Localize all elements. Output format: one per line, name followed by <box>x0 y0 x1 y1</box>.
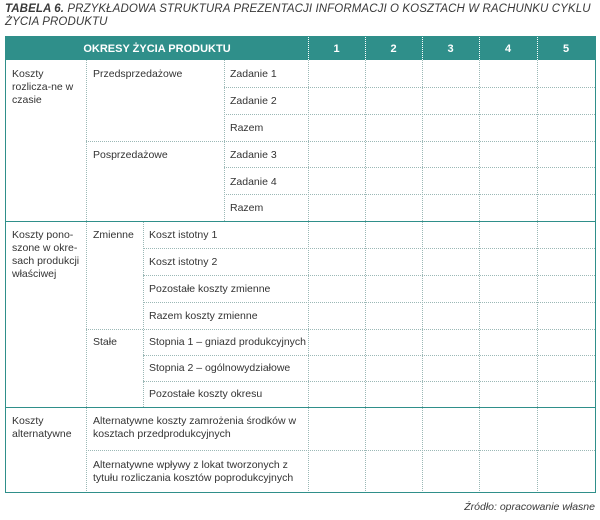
group-divider <box>6 407 596 408</box>
item-label: Stopnia 2 – ogólnowydziałowe <box>149 362 291 374</box>
header-period-1: 1 <box>308 37 365 60</box>
row-divider <box>224 194 596 195</box>
item-label: Alternatywne wpływy z lokat tworzonych z tytułu rozliczania kosztów poprodukcyjnych <box>93 459 294 484</box>
item-label: Pozostałe koszty okresu <box>149 388 263 400</box>
header-period-5: 5 <box>537 37 595 60</box>
column-divider <box>86 60 87 493</box>
header-period-3: 3 <box>422 37 479 60</box>
header-divider <box>537 37 538 60</box>
header-periods-title: OKRESY ŻYCIA PRODUKTU <box>6 37 308 60</box>
row-divider <box>143 248 596 249</box>
table-caption <box>5 3 595 29</box>
item-label: Zadanie 3 <box>230 149 277 161</box>
header-divider <box>365 37 366 60</box>
item-label: Stopnia 1 – gniazd produkcyjnych <box>149 336 307 348</box>
column-divider <box>537 60 538 493</box>
subgroup-label-pre-sales: Przedsprzedażowe <box>93 68 183 80</box>
subgroup-label-variable: Zmienne <box>93 229 134 241</box>
row-divider <box>86 450 596 451</box>
header-period-2: 2 <box>365 37 422 60</box>
row-divider <box>143 381 596 382</box>
header-divider <box>308 37 309 60</box>
item-label: Razem <box>230 202 264 214</box>
column-divider <box>422 60 423 493</box>
column-divider <box>479 60 480 493</box>
row-divider <box>86 329 596 330</box>
item-label: Koszt istotny 2 <box>149 256 218 268</box>
item-label: Razem <box>230 122 264 134</box>
item-label: Zadanie 2 <box>230 95 277 107</box>
group-label-production-costs: Koszty pono-szone w okre-sach produkcji właściwej <box>12 229 80 280</box>
item-label: Pozostałe koszty zmienne <box>149 283 271 295</box>
item-label: Alternatywne koszty zamrożenia środków w kosztach przedprodukcyjnych <box>93 415 297 440</box>
header-period-4: 4 <box>479 37 537 60</box>
row-divider <box>143 302 596 303</box>
row-divider <box>143 355 596 356</box>
group-divider <box>6 221 596 222</box>
header-divider <box>422 37 423 60</box>
subgroup-label-fixed: Stałe <box>93 336 117 348</box>
row-divider <box>143 275 596 276</box>
row-divider <box>224 87 596 88</box>
item-label: Zadanie 1 <box>230 68 277 80</box>
cost-structure-table <box>5 36 596 493</box>
row-divider <box>86 141 596 142</box>
caption-label: TABELA 6. <box>5 3 65 15</box>
source-note: Źródło: opracowanie własne <box>464 501 595 513</box>
group-label-time-settled: Koszty rozlicza-ne w czasie <box>12 68 74 106</box>
row-divider <box>224 167 596 168</box>
column-divider <box>365 60 366 493</box>
item-label: Razem koszty zmienne <box>149 310 258 322</box>
subgroup-label-post-sales: Posprzedażowe <box>93 149 168 161</box>
group-label-alternative: Koszty alternatywne <box>12 415 72 440</box>
header-divider <box>479 37 480 60</box>
row-divider <box>224 114 596 115</box>
caption-text: PRZYKŁADOWA STRUKTURA PREZENTACJI INFORMACJI O KOSZTACH W RACHUNKU CYKLU ŻYCIA PRODUKTU <box>5 3 591 28</box>
column-divider <box>308 60 309 493</box>
item-label: Zadanie 4 <box>230 176 277 188</box>
item-label: Koszt istotny 1 <box>149 229 218 241</box>
